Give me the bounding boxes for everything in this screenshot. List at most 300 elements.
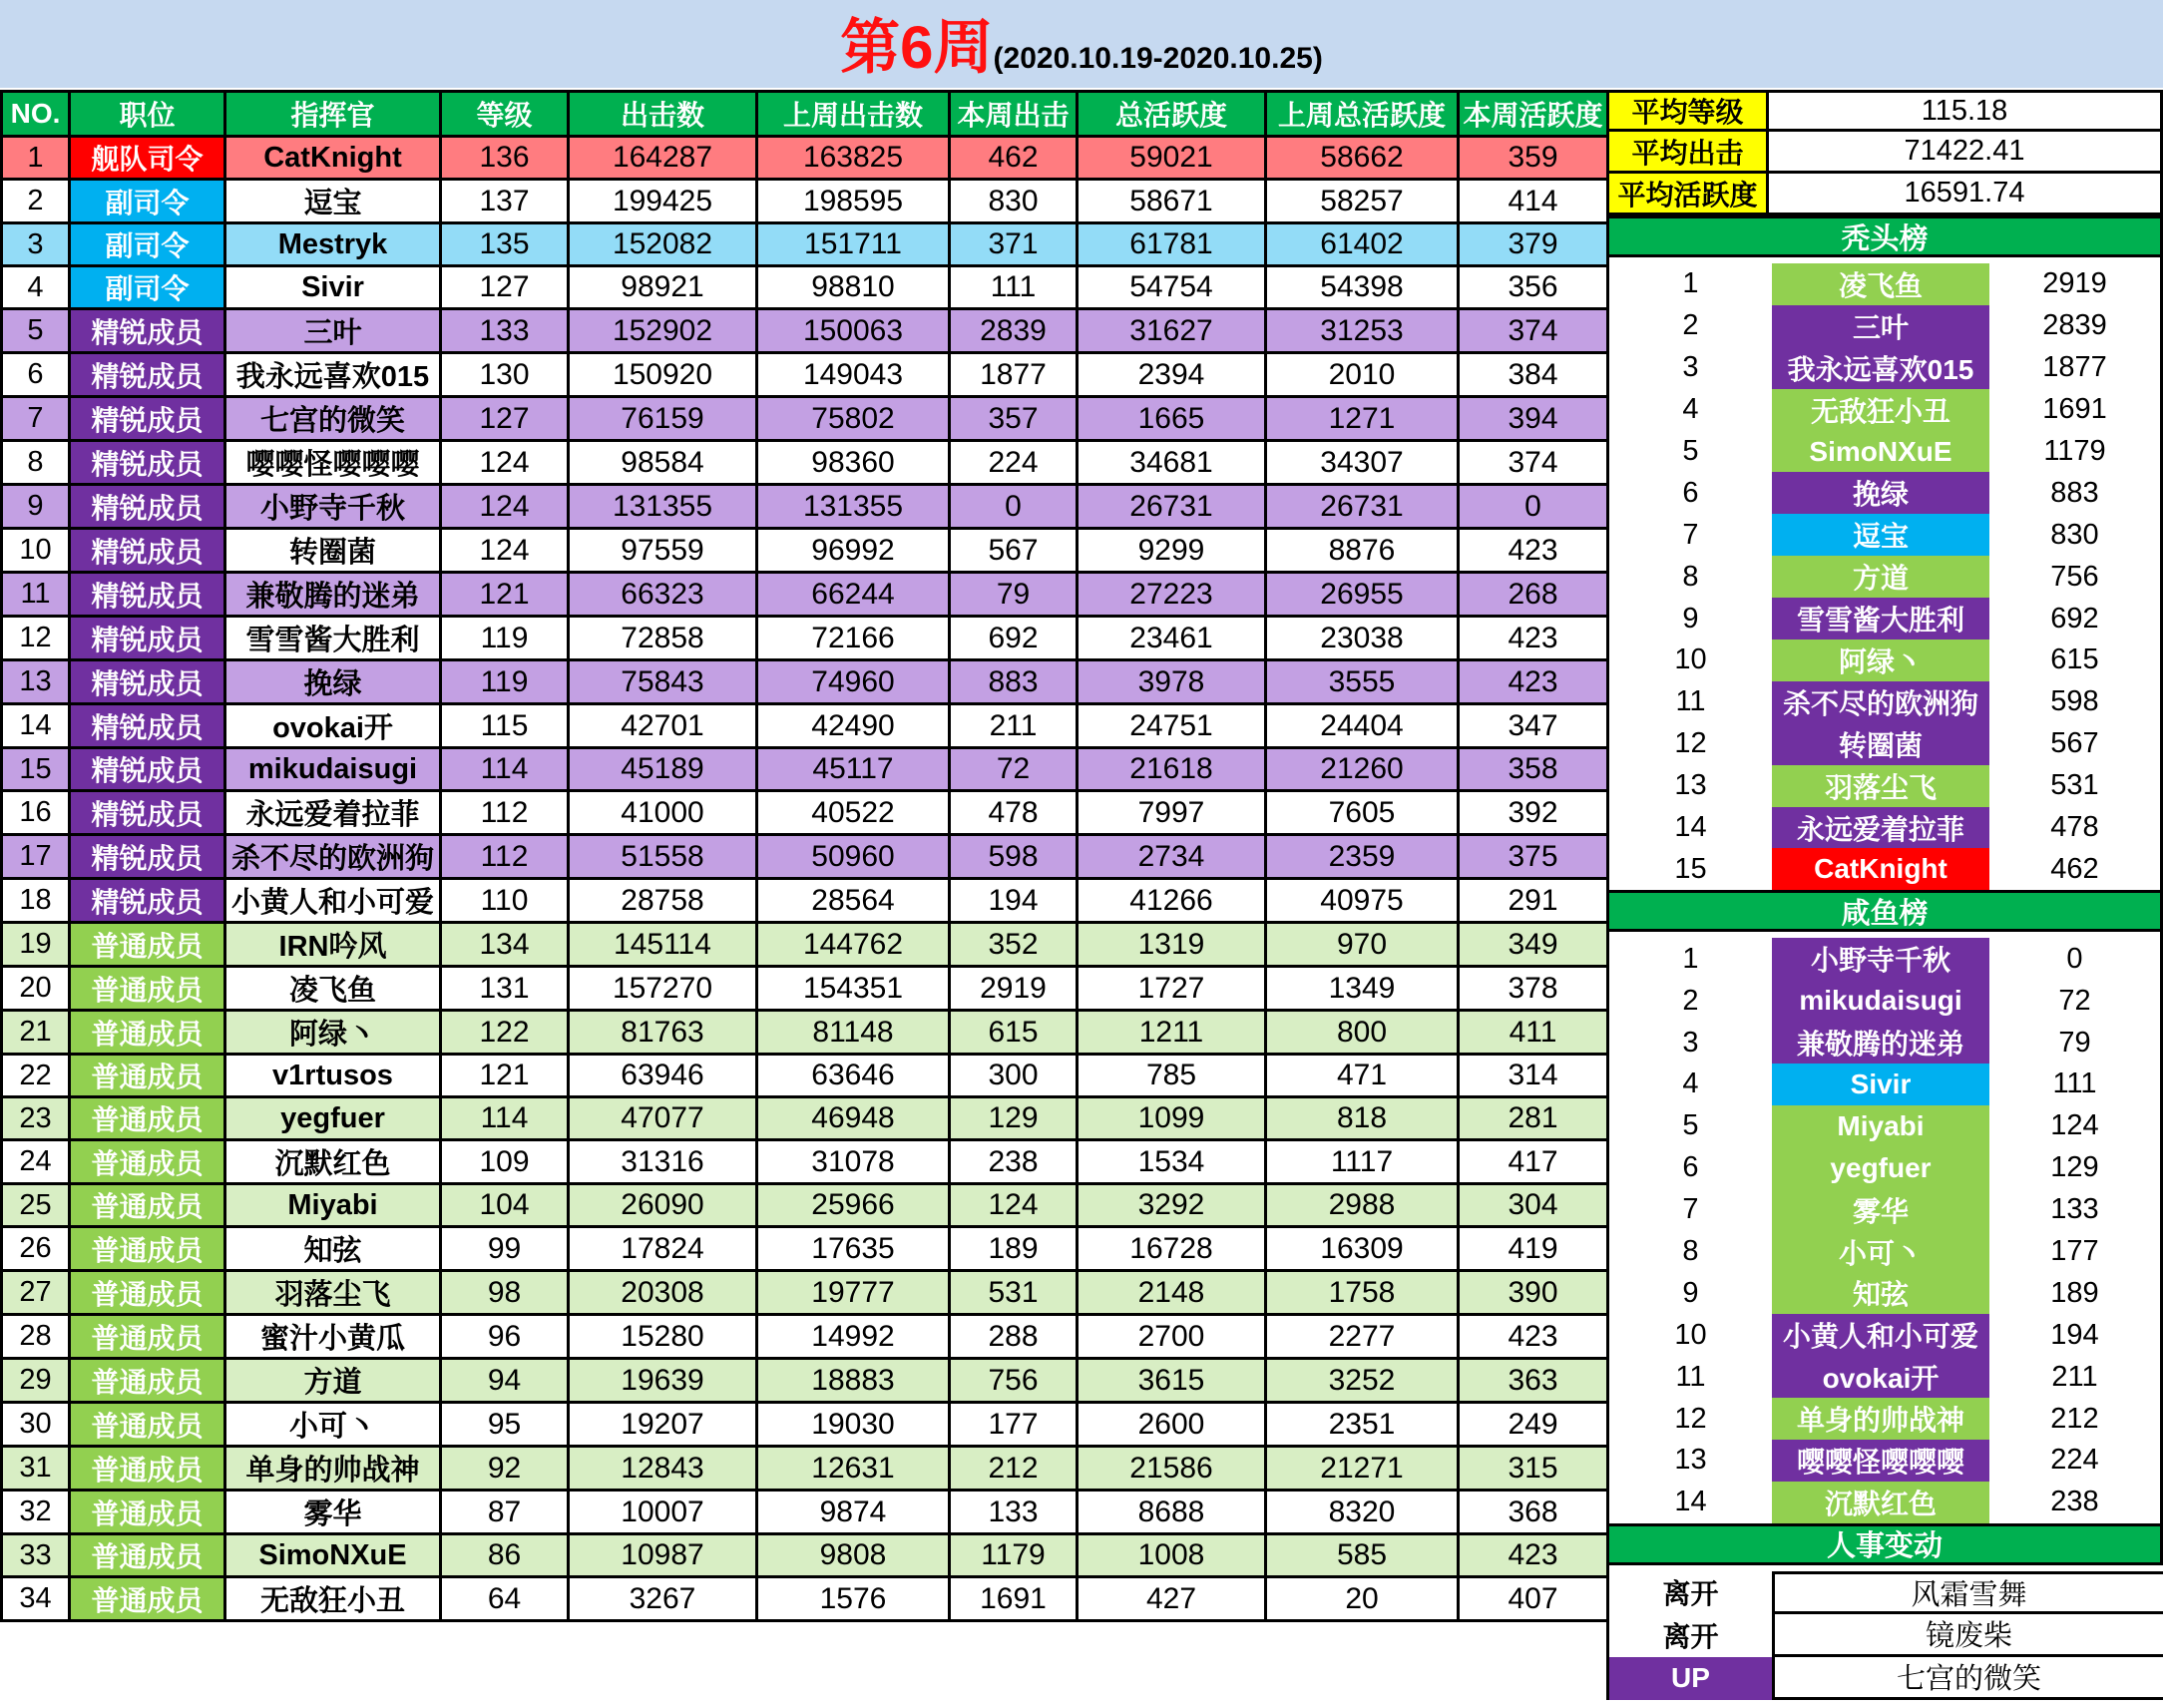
cell-no: 13 bbox=[2, 660, 70, 704]
personnel-row bbox=[1609, 1614, 2163, 1657]
board-row bbox=[1609, 598, 2160, 640]
cell-no: 30 bbox=[2, 1403, 70, 1447]
cell-week: 212 bbox=[950, 1447, 1078, 1491]
cell-lvl: 109 bbox=[441, 1140, 569, 1184]
cell-name: Sivir bbox=[225, 266, 441, 309]
board-name: mikudaisugi bbox=[1772, 980, 1989, 1022]
cell-sort: 199425 bbox=[569, 180, 757, 223]
cell-prevact: 34307 bbox=[1266, 441, 1459, 485]
cell-act: 16728 bbox=[1078, 1227, 1266, 1271]
table-row bbox=[2, 879, 1608, 923]
cell-act: 1319 bbox=[1078, 923, 1266, 967]
board-rank: 6 bbox=[1682, 1151, 1699, 1184]
board-row bbox=[1609, 347, 2160, 389]
cell-pos: 精锐成员 bbox=[70, 485, 225, 529]
cell-prevact: 1349 bbox=[1266, 967, 1459, 1011]
cell-name: 兼敬腾的迷弟 bbox=[225, 573, 441, 617]
table-row bbox=[2, 529, 1608, 573]
board-rank: 6 bbox=[1682, 476, 1699, 509]
cell-lvl: 133 bbox=[441, 309, 569, 353]
cell-name: 沉默红色 bbox=[225, 1140, 441, 1184]
table-row bbox=[2, 137, 1608, 180]
cell-name: 挽绿 bbox=[225, 660, 441, 704]
cell-prevact: 26955 bbox=[1266, 573, 1459, 617]
cell-week: 692 bbox=[950, 617, 1078, 660]
table-row bbox=[2, 1447, 1608, 1491]
column-header: 等级 bbox=[441, 92, 569, 137]
cell-act: 2600 bbox=[1078, 1403, 1266, 1447]
cell-sort: 145114 bbox=[569, 923, 757, 967]
table-row bbox=[2, 309, 1608, 353]
cell-lvl: 136 bbox=[441, 137, 569, 180]
column-header: 本周出击 bbox=[950, 92, 1078, 137]
cell-act: 3978 bbox=[1078, 660, 1266, 704]
board-name: 转圈菌 bbox=[1772, 723, 1989, 765]
cell-weekact: 356 bbox=[1459, 266, 1608, 309]
board-name: 永远爱着拉菲 bbox=[1772, 807, 1989, 849]
cell-act: 427 bbox=[1078, 1577, 1266, 1621]
personnel-type: UP bbox=[1609, 1657, 1772, 1700]
personnel-name: 七宫的微笑 bbox=[1772, 1657, 2163, 1700]
cell-sort: 3267 bbox=[569, 1577, 757, 1621]
cell-prev: 17635 bbox=[757, 1227, 950, 1271]
board-rank: 3 bbox=[1682, 351, 1699, 384]
cell-prev: 42490 bbox=[757, 704, 950, 748]
cell-name: mikudaisugi bbox=[225, 748, 441, 791]
cell-weekact: 368 bbox=[1459, 1491, 1608, 1534]
board-row bbox=[1609, 1147, 2160, 1189]
cell-prevact: 24404 bbox=[1266, 704, 1459, 748]
table-row bbox=[2, 617, 1608, 660]
board-rank: 8 bbox=[1682, 560, 1699, 593]
cell-no: 32 bbox=[2, 1491, 70, 1534]
cell-prev: 98810 bbox=[757, 266, 950, 309]
table-row bbox=[2, 660, 1608, 704]
cell-lvl: 86 bbox=[441, 1534, 569, 1577]
cell-pos: 普通成员 bbox=[70, 1315, 225, 1359]
cell-no: 28 bbox=[2, 1315, 70, 1359]
column-header: 指挥官 bbox=[225, 92, 441, 137]
cell-no: 1 bbox=[2, 137, 70, 180]
cell-lvl: 87 bbox=[441, 1491, 569, 1534]
cell-name: 永远爱着拉菲 bbox=[225, 791, 441, 835]
side-panel bbox=[1606, 90, 2163, 1700]
cell-name: 杀不尽的欧洲狗 bbox=[225, 835, 441, 879]
cell-weekact: 315 bbox=[1459, 1447, 1608, 1491]
cell-week: 357 bbox=[950, 397, 1078, 441]
cell-pos: 副司令 bbox=[70, 266, 225, 309]
cell-no: 7 bbox=[2, 397, 70, 441]
board-name: 阿绿丶 bbox=[1772, 640, 1989, 681]
cell-weekact: 419 bbox=[1459, 1227, 1608, 1271]
table-row bbox=[2, 1055, 1608, 1097]
cell-pos: 精锐成员 bbox=[70, 441, 225, 485]
table-row bbox=[2, 1577, 1608, 1621]
cell-name: 三叶 bbox=[225, 309, 441, 353]
cell-name: 方道 bbox=[225, 1359, 441, 1403]
table-header-row bbox=[2, 92, 1608, 137]
week-label: 第6周 bbox=[840, 14, 994, 81]
cell-week: 211 bbox=[950, 704, 1078, 748]
cell-prev: 9808 bbox=[757, 1534, 950, 1577]
cell-sort: 10007 bbox=[569, 1491, 757, 1534]
cell-name: Miyabi bbox=[225, 1184, 441, 1227]
board-name: 雪雪酱大胜利 bbox=[1772, 598, 1989, 640]
cell-weekact: 375 bbox=[1459, 835, 1608, 879]
column-header: 职位 bbox=[70, 92, 225, 137]
cell-prevact: 2359 bbox=[1266, 835, 1459, 879]
cell-act: 1727 bbox=[1078, 967, 1266, 1011]
salted-board bbox=[1606, 932, 2163, 1522]
board-rank: 7 bbox=[1682, 518, 1699, 551]
averages-block bbox=[1606, 90, 2163, 215]
average-row bbox=[1606, 174, 2163, 215]
cell-lvl: 119 bbox=[441, 660, 569, 704]
table-row bbox=[2, 1227, 1608, 1271]
cell-act: 2734 bbox=[1078, 835, 1266, 879]
board-score: 133 bbox=[2050, 1193, 2099, 1226]
cell-lvl: 112 bbox=[441, 835, 569, 879]
board-score: 177 bbox=[2050, 1235, 2099, 1268]
cell-lvl: 110 bbox=[441, 879, 569, 923]
cell-act: 34681 bbox=[1078, 441, 1266, 485]
cell-week: 830 bbox=[950, 180, 1078, 223]
cell-act: 31627 bbox=[1078, 309, 1266, 353]
cell-prev: 151711 bbox=[757, 223, 950, 266]
board-rank: 14 bbox=[1674, 811, 1707, 844]
cell-prevact: 21260 bbox=[1266, 748, 1459, 791]
cell-weekact: 394 bbox=[1459, 397, 1608, 441]
cell-name: 小黄人和小可爱 bbox=[225, 879, 441, 923]
cell-lvl: 121 bbox=[441, 1055, 569, 1097]
cell-sort: 98584 bbox=[569, 441, 757, 485]
cell-prevact: 471 bbox=[1266, 1055, 1459, 1097]
cell-sort: 31316 bbox=[569, 1140, 757, 1184]
board-score: 692 bbox=[2050, 602, 2099, 635]
cell-act: 59021 bbox=[1078, 137, 1266, 180]
board-score: 462 bbox=[2050, 852, 2099, 885]
cell-act: 9299 bbox=[1078, 529, 1266, 573]
cell-lvl: 121 bbox=[441, 573, 569, 617]
cell-no: 8 bbox=[2, 441, 70, 485]
board-rank: 4 bbox=[1682, 1068, 1699, 1100]
board-name: 逗宝 bbox=[1772, 514, 1989, 556]
board-name: Sivir bbox=[1772, 1064, 1989, 1105]
top-board-title: 秃头榜 bbox=[1606, 215, 2163, 257]
cell-prevact: 3555 bbox=[1266, 660, 1459, 704]
cell-act: 7997 bbox=[1078, 791, 1266, 835]
cell-no: 5 bbox=[2, 309, 70, 353]
cell-pos: 精锐成员 bbox=[70, 353, 225, 397]
personnel-name: 风霜雪舞 bbox=[1772, 1571, 2163, 1614]
cell-weekact: 423 bbox=[1459, 529, 1608, 573]
table-row bbox=[2, 266, 1608, 309]
board-score: 1691 bbox=[2042, 393, 2107, 426]
cell-name: 雾华 bbox=[225, 1491, 441, 1534]
cell-prevact: 2277 bbox=[1266, 1315, 1459, 1359]
cell-weekact: 390 bbox=[1459, 1271, 1608, 1315]
cell-name: 羽落尘飞 bbox=[225, 1271, 441, 1315]
cell-sort: 15280 bbox=[569, 1315, 757, 1359]
cell-prev: 75802 bbox=[757, 397, 950, 441]
cell-sort: 10987 bbox=[569, 1534, 757, 1577]
cell-lvl: 92 bbox=[441, 1447, 569, 1491]
board-rank: 5 bbox=[1682, 1109, 1699, 1142]
board-name: 小野寺千秋 bbox=[1772, 938, 1989, 980]
board-row bbox=[1609, 848, 2160, 890]
cell-prev: 66244 bbox=[757, 573, 950, 617]
cell-no: 15 bbox=[2, 748, 70, 791]
cell-name: 无敌狂小丑 bbox=[225, 1577, 441, 1621]
board-name: 小可丶 bbox=[1772, 1231, 1989, 1273]
cell-week: 756 bbox=[950, 1359, 1078, 1403]
cell-lvl: 122 bbox=[441, 1011, 569, 1055]
cell-no: 27 bbox=[2, 1271, 70, 1315]
table-row bbox=[2, 1315, 1608, 1359]
personnel-row bbox=[1609, 1657, 2163, 1700]
cell-week: 531 bbox=[950, 1271, 1078, 1315]
cell-prevact: 1758 bbox=[1266, 1271, 1459, 1315]
cell-weekact: 314 bbox=[1459, 1055, 1608, 1097]
board-name: 沉默红色 bbox=[1772, 1482, 1989, 1523]
board-score: 567 bbox=[2050, 727, 2099, 760]
cell-prevact: 8320 bbox=[1266, 1491, 1459, 1534]
board-row bbox=[1609, 640, 2160, 681]
cell-weekact: 423 bbox=[1459, 1315, 1608, 1359]
cell-week: 615 bbox=[950, 1011, 1078, 1055]
board-rank: 4 bbox=[1682, 393, 1699, 426]
table-row bbox=[2, 1140, 1608, 1184]
cell-no: 12 bbox=[2, 617, 70, 660]
cell-prev: 144762 bbox=[757, 923, 950, 967]
cell-weekact: 411 bbox=[1459, 1011, 1608, 1055]
cell-name: 阿绿丶 bbox=[225, 1011, 441, 1055]
cell-weekact: 268 bbox=[1459, 573, 1608, 617]
cell-prev: 19777 bbox=[757, 1271, 950, 1315]
cell-act: 23461 bbox=[1078, 617, 1266, 660]
cell-prev: 40522 bbox=[757, 791, 950, 835]
cell-weekact: 291 bbox=[1459, 879, 1608, 923]
cell-prev: 163825 bbox=[757, 137, 950, 180]
cell-weekact: 379 bbox=[1459, 223, 1608, 266]
cell-prevact: 20 bbox=[1266, 1577, 1459, 1621]
board-row bbox=[1609, 765, 2160, 807]
cell-prev: 19030 bbox=[757, 1403, 950, 1447]
cell-weekact: 384 bbox=[1459, 353, 1608, 397]
board-score: 211 bbox=[2051, 1360, 2098, 1393]
column-header: 本周活跃度 bbox=[1459, 92, 1608, 137]
table-row bbox=[2, 485, 1608, 529]
cell-week: 1179 bbox=[950, 1534, 1078, 1577]
personnel-title: 人事变动 bbox=[1606, 1523, 2163, 1565]
table-row bbox=[2, 1271, 1608, 1315]
cell-act: 3615 bbox=[1078, 1359, 1266, 1403]
board-row bbox=[1609, 431, 2160, 473]
cell-pos: 精锐成员 bbox=[70, 791, 225, 835]
cell-lvl: 98 bbox=[441, 1271, 569, 1315]
cell-prevact: 31253 bbox=[1266, 309, 1459, 353]
cell-pos: 精锐成员 bbox=[70, 617, 225, 660]
board-name: 知弦 bbox=[1772, 1272, 1989, 1314]
cell-act: 54754 bbox=[1078, 266, 1266, 309]
board-row bbox=[1609, 263, 2160, 305]
board-rank: 1 bbox=[1682, 267, 1699, 300]
board-row bbox=[1609, 556, 2160, 598]
cell-name: 我永远喜欢015 bbox=[225, 353, 441, 397]
cell-prevact: 2010 bbox=[1266, 353, 1459, 397]
board-rank: 15 bbox=[1674, 852, 1707, 885]
board-score: 1179 bbox=[2043, 435, 2106, 467]
cell-prev: 14992 bbox=[757, 1315, 950, 1359]
cell-pos: 精锐成员 bbox=[70, 529, 225, 573]
column-header: 上周总活跃度 bbox=[1266, 92, 1459, 137]
cell-act: 2148 bbox=[1078, 1271, 1266, 1315]
cell-name: IRN吟风 bbox=[225, 923, 441, 967]
cell-pos: 普通成员 bbox=[70, 1359, 225, 1403]
cell-prevact: 2351 bbox=[1266, 1403, 1459, 1447]
board-name: CatKnight bbox=[1772, 848, 1989, 890]
cell-prevact: 800 bbox=[1266, 1011, 1459, 1055]
cell-prevact: 23038 bbox=[1266, 617, 1459, 660]
cell-prev: 31078 bbox=[757, 1140, 950, 1184]
cell-sort: 26090 bbox=[569, 1184, 757, 1227]
cell-pos: 普通成员 bbox=[70, 1271, 225, 1315]
cell-no: 2 bbox=[2, 180, 70, 223]
cell-prevact: 21271 bbox=[1266, 1447, 1459, 1491]
cell-prev: 12631 bbox=[757, 1447, 950, 1491]
cell-lvl: 99 bbox=[441, 1227, 569, 1271]
board-rank: 3 bbox=[1682, 1026, 1699, 1059]
cell-lvl: 114 bbox=[441, 1097, 569, 1140]
average-label: 平均等级 bbox=[1606, 90, 1769, 132]
board-row bbox=[1609, 1105, 2160, 1147]
table-row bbox=[2, 1534, 1608, 1577]
personnel-type: 离开 bbox=[1662, 1578, 1719, 1610]
cell-no: 11 bbox=[2, 573, 70, 617]
cell-prevact: 16309 bbox=[1266, 1227, 1459, 1271]
cell-lvl: 114 bbox=[441, 748, 569, 791]
cell-weekact: 349 bbox=[1459, 923, 1608, 967]
cell-prev: 1576 bbox=[757, 1577, 950, 1621]
cell-sort: 152902 bbox=[569, 309, 757, 353]
cell-weekact: 417 bbox=[1459, 1140, 1608, 1184]
cell-weekact: 374 bbox=[1459, 441, 1608, 485]
cell-name: Mestryk bbox=[225, 223, 441, 266]
cell-name: 单身的帅战神 bbox=[225, 1447, 441, 1491]
board-score: 212 bbox=[2050, 1402, 2099, 1435]
cell-week: 567 bbox=[950, 529, 1078, 573]
cell-name: SimoNXuE bbox=[225, 1534, 441, 1577]
table-row bbox=[2, 1097, 1608, 1140]
cell-sort: 152082 bbox=[569, 223, 757, 266]
table-row bbox=[2, 441, 1608, 485]
board-name: 小黄人和小可爱 bbox=[1772, 1314, 1989, 1356]
cell-weekact: 358 bbox=[1459, 748, 1608, 791]
table-row bbox=[2, 748, 1608, 791]
cell-week: 2839 bbox=[950, 309, 1078, 353]
cell-sort: 41000 bbox=[569, 791, 757, 835]
cell-prev: 198595 bbox=[757, 180, 950, 223]
board-rank: 13 bbox=[1674, 1444, 1707, 1477]
board-rank: 1 bbox=[1682, 942, 1699, 975]
cell-weekact: 281 bbox=[1459, 1097, 1608, 1140]
cell-prevact: 54398 bbox=[1266, 266, 1459, 309]
cell-no: 6 bbox=[2, 353, 70, 397]
cell-week: 1877 bbox=[950, 353, 1078, 397]
cell-weekact: 347 bbox=[1459, 704, 1608, 748]
cell-prevact: 61402 bbox=[1266, 223, 1459, 266]
board-row bbox=[1609, 1022, 2160, 1064]
cell-name: v1rtusos bbox=[225, 1055, 441, 1097]
board-rank: 10 bbox=[1674, 643, 1707, 676]
table-row bbox=[2, 704, 1608, 748]
board-score: 2919 bbox=[2042, 267, 2107, 300]
cell-prev: 46948 bbox=[757, 1097, 950, 1140]
board-score: 124 bbox=[2050, 1109, 2099, 1142]
board-name: 凌飞鱼 bbox=[1772, 263, 1989, 305]
board-score: 79 bbox=[2058, 1026, 2091, 1059]
board-name: ovokai开 bbox=[1772, 1356, 1989, 1398]
cell-pos: 精锐成员 bbox=[70, 748, 225, 791]
board-row bbox=[1609, 1482, 2160, 1523]
cell-act: 27223 bbox=[1078, 573, 1266, 617]
board-rank: 5 bbox=[1682, 435, 1699, 467]
column-header: 出击数 bbox=[569, 92, 757, 137]
cell-lvl: 124 bbox=[441, 441, 569, 485]
cell-sort: 45189 bbox=[569, 748, 757, 791]
member-table bbox=[0, 90, 1609, 1622]
cell-prev: 74960 bbox=[757, 660, 950, 704]
cell-act: 1211 bbox=[1078, 1011, 1266, 1055]
cell-week: 288 bbox=[950, 1315, 1078, 1359]
cell-prev: 28564 bbox=[757, 879, 950, 923]
board-score: 129 bbox=[2050, 1151, 2099, 1184]
cell-act: 24751 bbox=[1078, 704, 1266, 748]
cell-prevact: 40975 bbox=[1266, 879, 1459, 923]
cell-lvl: 104 bbox=[441, 1184, 569, 1227]
cell-no: 21 bbox=[2, 1011, 70, 1055]
cell-pos: 精锐成员 bbox=[70, 879, 225, 923]
table-row bbox=[2, 397, 1608, 441]
cell-prev: 81148 bbox=[757, 1011, 950, 1055]
average-label: 平均活跃度 bbox=[1606, 174, 1769, 215]
cell-no: 29 bbox=[2, 1359, 70, 1403]
cell-act: 8688 bbox=[1078, 1491, 1266, 1534]
cell-prev: 72166 bbox=[757, 617, 950, 660]
board-rank: 10 bbox=[1674, 1318, 1707, 1351]
board-row bbox=[1609, 1398, 2160, 1440]
cell-prevact: 970 bbox=[1266, 923, 1459, 967]
cell-weekact: 0 bbox=[1459, 485, 1608, 529]
board-row bbox=[1609, 305, 2160, 347]
cell-name: 逗宝 bbox=[225, 180, 441, 223]
cell-act: 21586 bbox=[1078, 1447, 1266, 1491]
cell-sort: 97559 bbox=[569, 529, 757, 573]
cell-prev: 9874 bbox=[757, 1491, 950, 1534]
board-name: 无敌狂小丑 bbox=[1772, 389, 1989, 431]
board-score: 531 bbox=[2050, 769, 2099, 802]
board-score: 194 bbox=[2050, 1318, 2099, 1351]
cell-no: 31 bbox=[2, 1447, 70, 1491]
cell-prev: 98360 bbox=[757, 441, 950, 485]
cell-sort: 63946 bbox=[569, 1055, 757, 1097]
cell-no: 25 bbox=[2, 1184, 70, 1227]
cell-no: 17 bbox=[2, 835, 70, 879]
cell-lvl: 135 bbox=[441, 223, 569, 266]
average-row bbox=[1606, 132, 2163, 174]
board-rank: 13 bbox=[1674, 769, 1707, 802]
board-score: 0 bbox=[2066, 942, 2083, 975]
